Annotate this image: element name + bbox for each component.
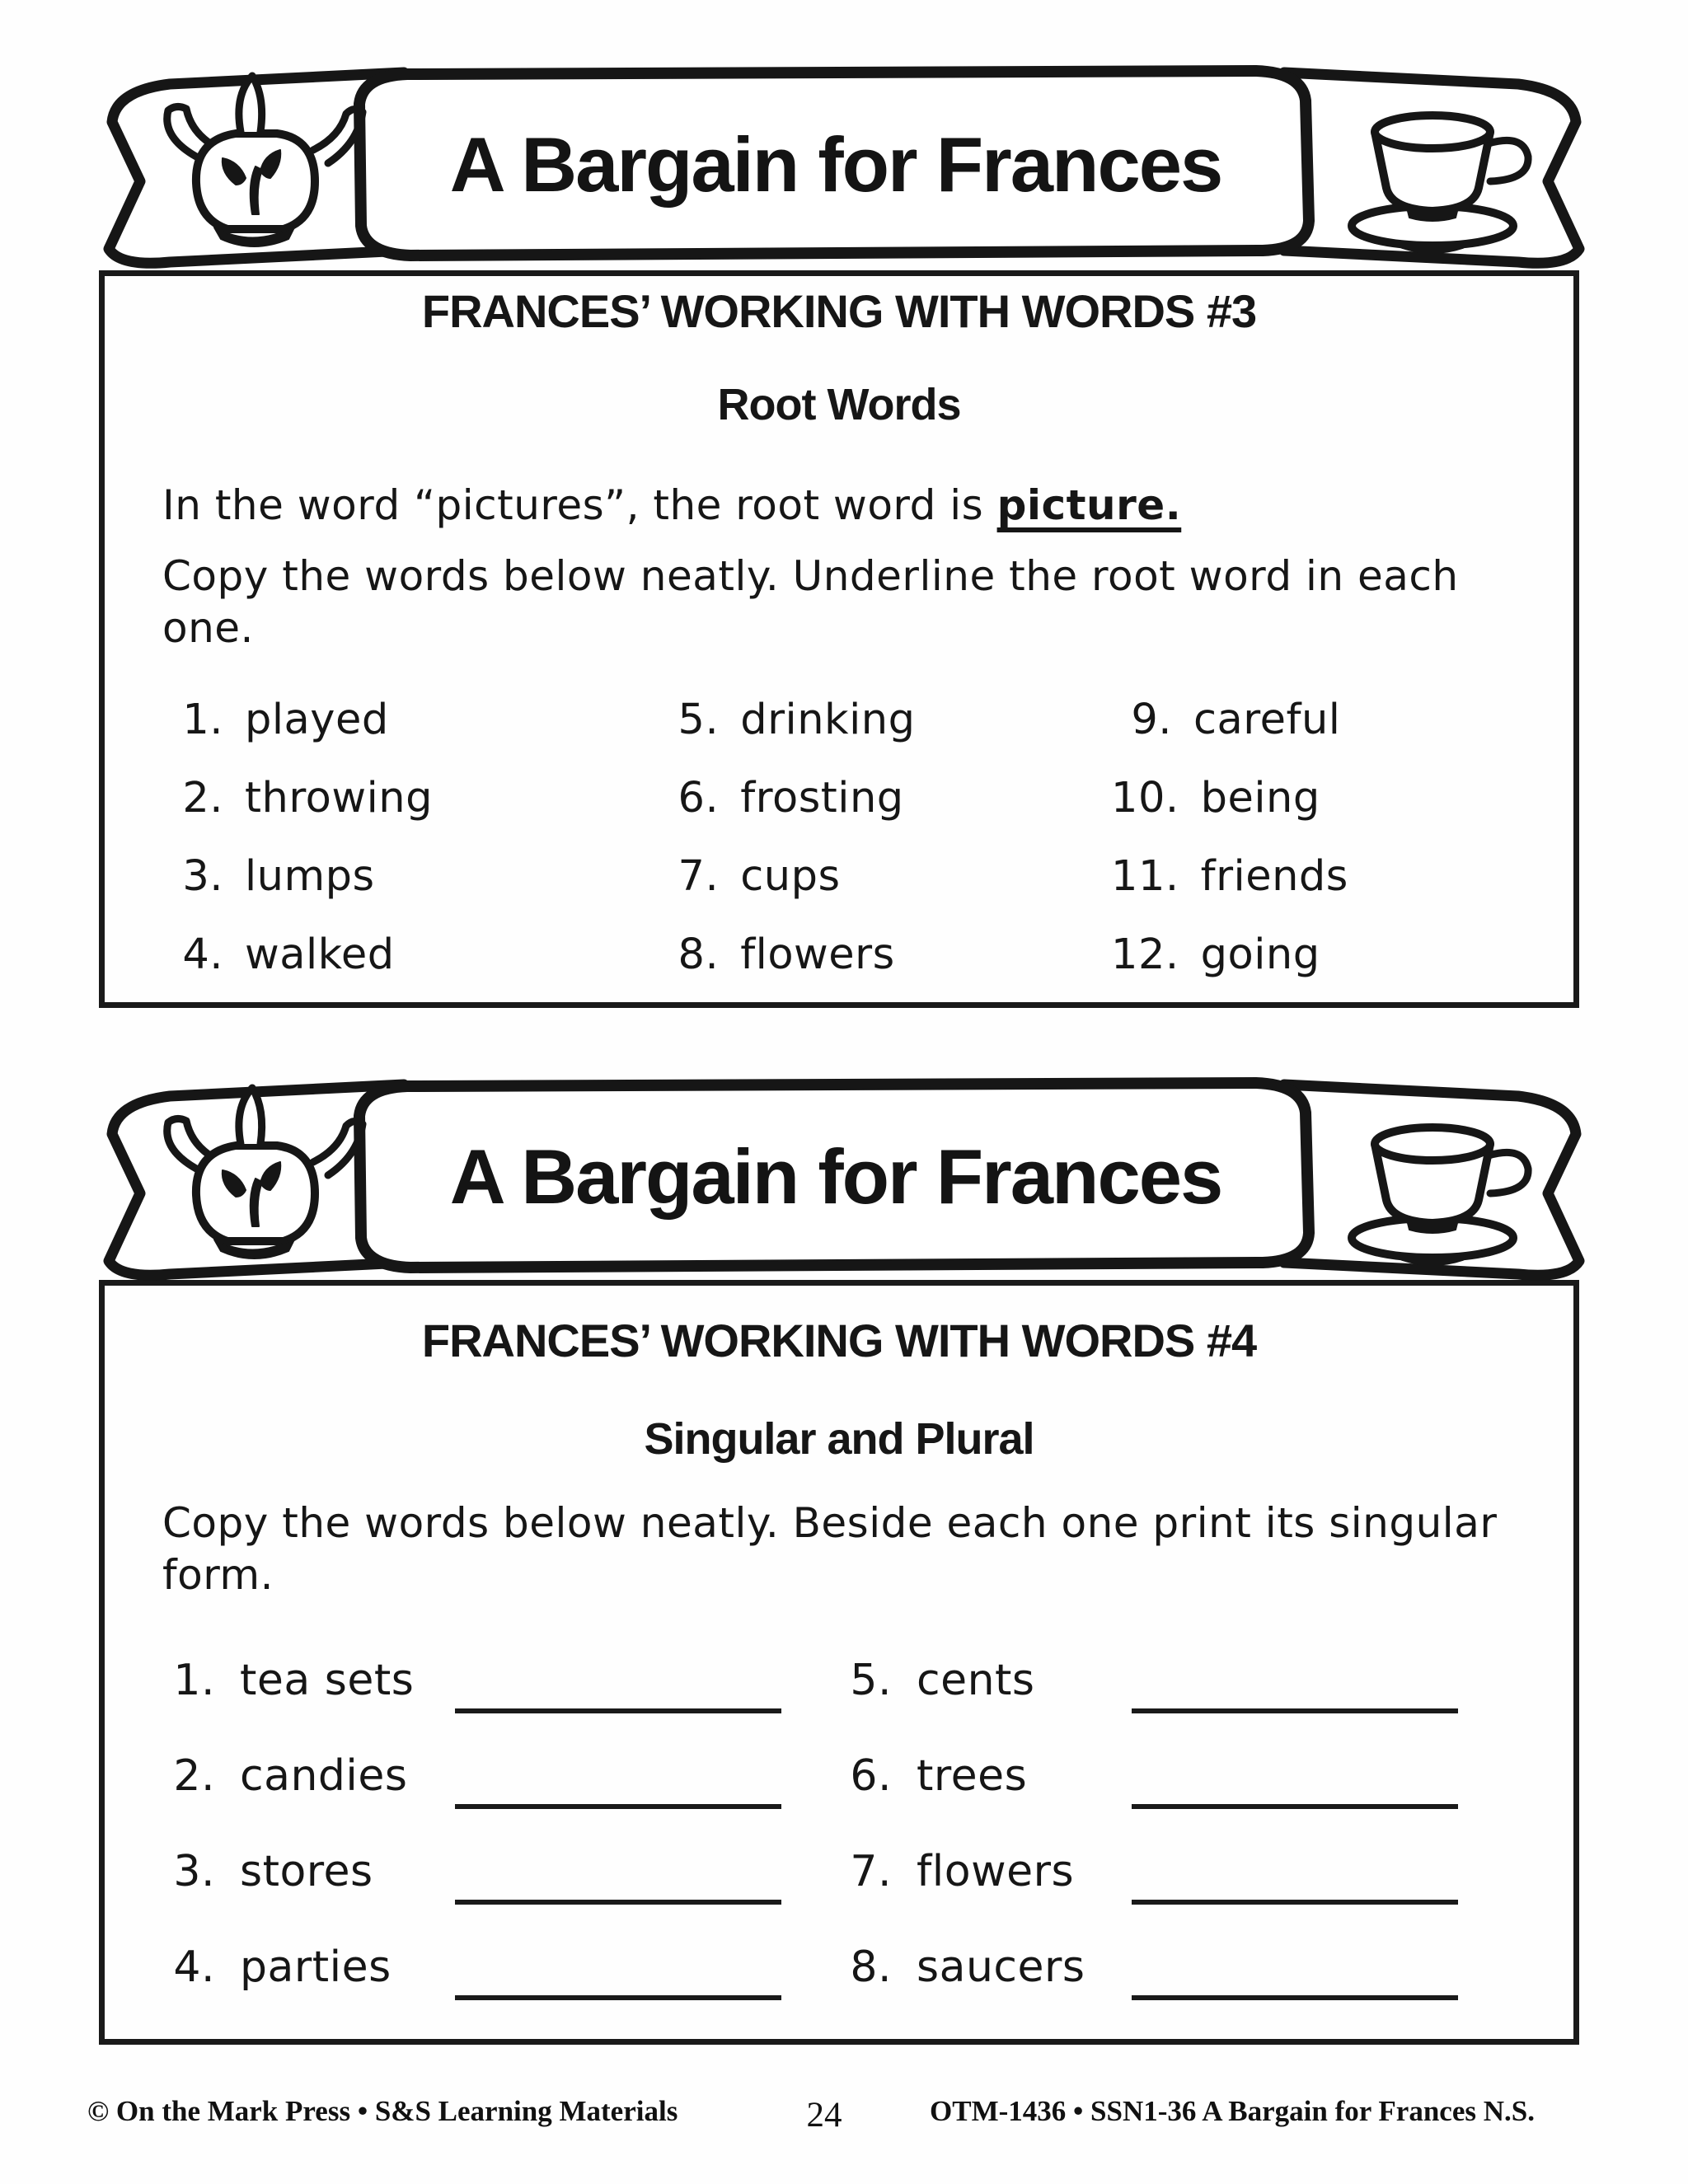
item-number: 10.: [1111, 774, 1179, 823]
section-1-header: FRANCES’ WORKING WITH WORDS #3: [421, 285, 1257, 337]
banner-title: A Bargain for Frances: [449, 1133, 1222, 1221]
word-item: [658, 774, 1103, 823]
answer-blank[interactable]: [455, 1801, 781, 1809]
item-number: 11.: [1111, 852, 1179, 901]
item-number: 12.: [1111, 930, 1179, 979]
word-item: [658, 696, 1103, 744]
item-word: saucers: [917, 1943, 1085, 1992]
example-sentence: [162, 481, 1527, 529]
item-number: 9.: [1131, 696, 1173, 744]
item-word: candies: [240, 1751, 408, 1801]
item-number: 1.: [182, 696, 223, 744]
section-1-instructions: Copy the words below neatly. Underline the root word in each one.: [162, 552, 1459, 652]
word-item: [658, 930, 1103, 979]
singular-plural-list: [162, 1656, 1458, 1992]
word-item: [162, 1656, 781, 1705]
item-word: parties: [240, 1943, 392, 1992]
item-word: flowers: [917, 1847, 1075, 1896]
item-word: flowers: [740, 930, 895, 979]
item-word: played: [245, 696, 389, 744]
title-banner-1: [91, 51, 1597, 274]
item-word: stores: [240, 1847, 373, 1896]
answer-blank[interactable]: [455, 1896, 781, 1905]
item-number: 3.: [173, 1847, 215, 1896]
word-item: [162, 1847, 781, 1896]
section-2-instructions: Copy the words below neatly. Beside each one print its singular form.: [162, 1499, 1498, 1599]
item-word: throwing: [245, 774, 433, 823]
root-words-list: [162, 696, 1471, 979]
item-word: being: [1200, 774, 1320, 823]
word-item: [839, 1656, 1458, 1705]
section-1-subheader: Root Words: [717, 380, 961, 429]
title-banner-2: [91, 1063, 1597, 1286]
item-number: 5.: [850, 1656, 892, 1705]
item-number: 1.: [173, 1656, 215, 1705]
word-item: [162, 1751, 781, 1801]
example-prefix: In the word “pictures”, the root word is: [162, 481, 997, 529]
word-item: [1111, 774, 1471, 823]
word-item: [162, 774, 649, 823]
item-word: walked: [245, 930, 395, 979]
item-number: 8.: [678, 930, 720, 979]
item-number: 4.: [182, 930, 223, 979]
item-number: 4.: [173, 1943, 215, 1992]
page-number: 24: [806, 2096, 842, 2135]
word-item: [162, 930, 649, 979]
word-item: [839, 1751, 1458, 1801]
item-word: lumps: [245, 852, 375, 901]
item-word: careful: [1193, 696, 1341, 744]
item-word: friends: [1200, 852, 1348, 901]
item-word: cups: [740, 852, 841, 901]
item-word: cents: [917, 1656, 1035, 1705]
word-item: [162, 1943, 781, 1992]
section-2-subheader: Singular and Plural: [644, 1414, 1034, 1464]
publisher-credit: © On the Mark Press • S&S Learning Materials: [87, 2095, 678, 2127]
banner-title: A Bargain for Frances: [449, 121, 1222, 209]
word-item: [839, 1847, 1458, 1896]
item-word: frosting: [740, 774, 904, 823]
item-number: 7.: [850, 1847, 892, 1896]
item-number: 3.: [182, 852, 223, 901]
item-number: 8.: [850, 1943, 892, 1992]
answer-blank[interactable]: [455, 1705, 781, 1713]
item-number: 2.: [182, 774, 223, 823]
item-number: 2.: [173, 1751, 215, 1801]
word-item: [162, 696, 649, 744]
answer-blank[interactable]: [1132, 1801, 1458, 1809]
answer-blank[interactable]: [1132, 1992, 1458, 2000]
answer-blank[interactable]: [1132, 1896, 1458, 1905]
item-number: 5.: [678, 696, 720, 744]
word-item: [162, 852, 649, 901]
worksheet-box-2: [99, 1280, 1579, 2045]
item-word: drinking: [740, 696, 916, 744]
item-number: 6.: [678, 774, 720, 823]
item-word: trees: [917, 1751, 1028, 1801]
item-word: tea sets: [240, 1656, 415, 1705]
example-root-word: picture.: [996, 481, 1182, 529]
item-number: 6.: [850, 1751, 892, 1801]
word-item: [839, 1943, 1458, 1992]
answer-blank[interactable]: [455, 1992, 781, 2000]
product-code: OTM-1436 • SSN1-36 A Bargain for Frances N.S.: [930, 2095, 1535, 2127]
word-item: [1111, 852, 1471, 901]
item-number: 7.: [678, 852, 720, 901]
worksheet-box-1: [99, 270, 1579, 1008]
word-item: [1111, 930, 1471, 979]
word-item: [1111, 696, 1471, 744]
word-item: [658, 852, 1103, 901]
section-2-header: FRANCES’ WORKING WITH WORDS #4: [421, 1315, 1257, 1366]
answer-blank[interactable]: [1132, 1705, 1458, 1713]
item-word: going: [1200, 930, 1320, 979]
